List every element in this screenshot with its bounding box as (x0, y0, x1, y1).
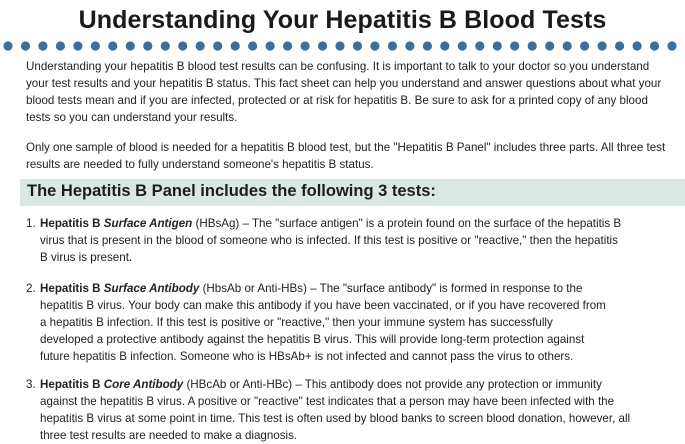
test-item-surface-antigen (26, 215, 626, 266)
divider-dot (545, 41, 554, 50)
divider-dot (528, 41, 537, 50)
divider-dot (633, 41, 642, 50)
test-abbreviation: (HbsAb or Anti-HBs) (199, 282, 307, 295)
test-description: – This antibody does not provide any protection or immunity against the hepatitis B virus. A positive or "reactive" test indicates that a person may have been infected with the hepatitis B virus at some point in time. This test is often used by blood banks to screen blood donation, however, all three test results are needed to make a diagnosis. (40, 378, 631, 442)
divider-dot (178, 41, 187, 50)
page-title: Understanding Your Hepatitis B Blood Tests (78, 6, 607, 34)
test-name-prefix: Hepatitis B (40, 282, 104, 295)
test-item-surface-antibody (26, 280, 606, 365)
divider-dot (667, 41, 676, 50)
test-name: Surface Antibody (103, 282, 200, 295)
intro-paragraph: Understanding your hepatitis B blood test results can be confusing. It is important to talk to your doctor so you understand your test results and your hepatitis B status. This fact sheet can help you understand and answer questions about what your blood tests mean and if you are infected, protected or at risk for hepatitis B. Be sure to ask for a printed copy of any blood tests so you can understand your results. (26, 60, 662, 124)
divider-dot (108, 41, 117, 50)
divider-dot (580, 41, 589, 50)
panel-heading: The Hepatitis B Panel includes the following 3 tests: (27, 182, 436, 200)
test-item-core-antibody (26, 376, 634, 444)
divider-dot (231, 41, 240, 50)
divider-dot (266, 41, 275, 50)
test-abbreviation: (HBsAg) (192, 217, 240, 230)
divider-dot (196, 41, 205, 50)
test-name: Core Antibody (103, 378, 184, 391)
divider-dot (3, 41, 12, 50)
divider-dot (91, 41, 100, 50)
divider-dot (38, 41, 47, 50)
divider-dot (21, 41, 30, 50)
test-name-prefix: Hepatitis B (40, 378, 104, 391)
divider-dot (143, 41, 152, 50)
test-description: – The "surface antigen" is a protein found on the surface of the hepatitis B virus that is present in the blood of someone who is infected. If this test is positive or "reactive," then the hepatitis B virus is present. (40, 217, 622, 264)
dot-row (3, 41, 676, 50)
divider-dot (248, 41, 257, 50)
divider-dot (563, 41, 572, 50)
divider-dot (405, 41, 414, 50)
divider-dot (318, 41, 327, 50)
divider-dot (213, 41, 222, 50)
divider-dot (493, 41, 502, 50)
divider-dot (161, 41, 170, 50)
divider-dot (510, 41, 519, 50)
test-description: – The "surface antibody" is formed in response to the hepatitis B virus. Your body can make this antibody if you have been vaccinated, or if you have recovered from a hepatitis B infection. If this test is positive or "reactive," then your immune system has successfully developed a protective antibody against the hepatitis B virus. This will provide long-term protection against future hepatitis B infection. Someone who is HBsAb+ is not infected and cannot pass the virus to others. (40, 282, 606, 363)
divider-dot (458, 41, 467, 50)
divider-dot (126, 41, 135, 50)
list-item-body (40, 280, 606, 365)
divider-dot (283, 41, 292, 50)
test-name: Surface Antigen (103, 217, 193, 230)
divider-dot (388, 41, 397, 50)
divider-dot (301, 41, 310, 50)
panel-intro-paragraph: Only one sample of blood is needed for a hepatitis B blood test, but the "Hepatitis B Panel" includes three parts. All three test results are needed to fully understand someone's hepatitis B status. (26, 141, 666, 171)
divider-dot (475, 41, 484, 50)
divider-dot (423, 41, 432, 50)
divider-dot (598, 41, 607, 50)
divider-dot (650, 41, 659, 50)
list-item-body (40, 215, 626, 266)
divider-dot (73, 41, 82, 50)
list-number: 2. (26, 282, 36, 295)
divider-dot (440, 41, 449, 50)
divider-dot (335, 41, 344, 50)
list-item-body (40, 376, 634, 444)
divider-dot (56, 41, 65, 50)
list-number: 1. (26, 217, 36, 230)
divider-dot (353, 41, 362, 50)
panel-heading-bar (20, 179, 685, 206)
test-name-prefix: Hepatitis B (40, 217, 104, 230)
divider-dot (615, 41, 624, 50)
divider-dot (370, 41, 379, 50)
dotted-divider (0, 39, 685, 53)
test-abbreviation: (HBcAb or Anti-HBc) (183, 378, 293, 391)
list-number: 3. (26, 378, 36, 391)
